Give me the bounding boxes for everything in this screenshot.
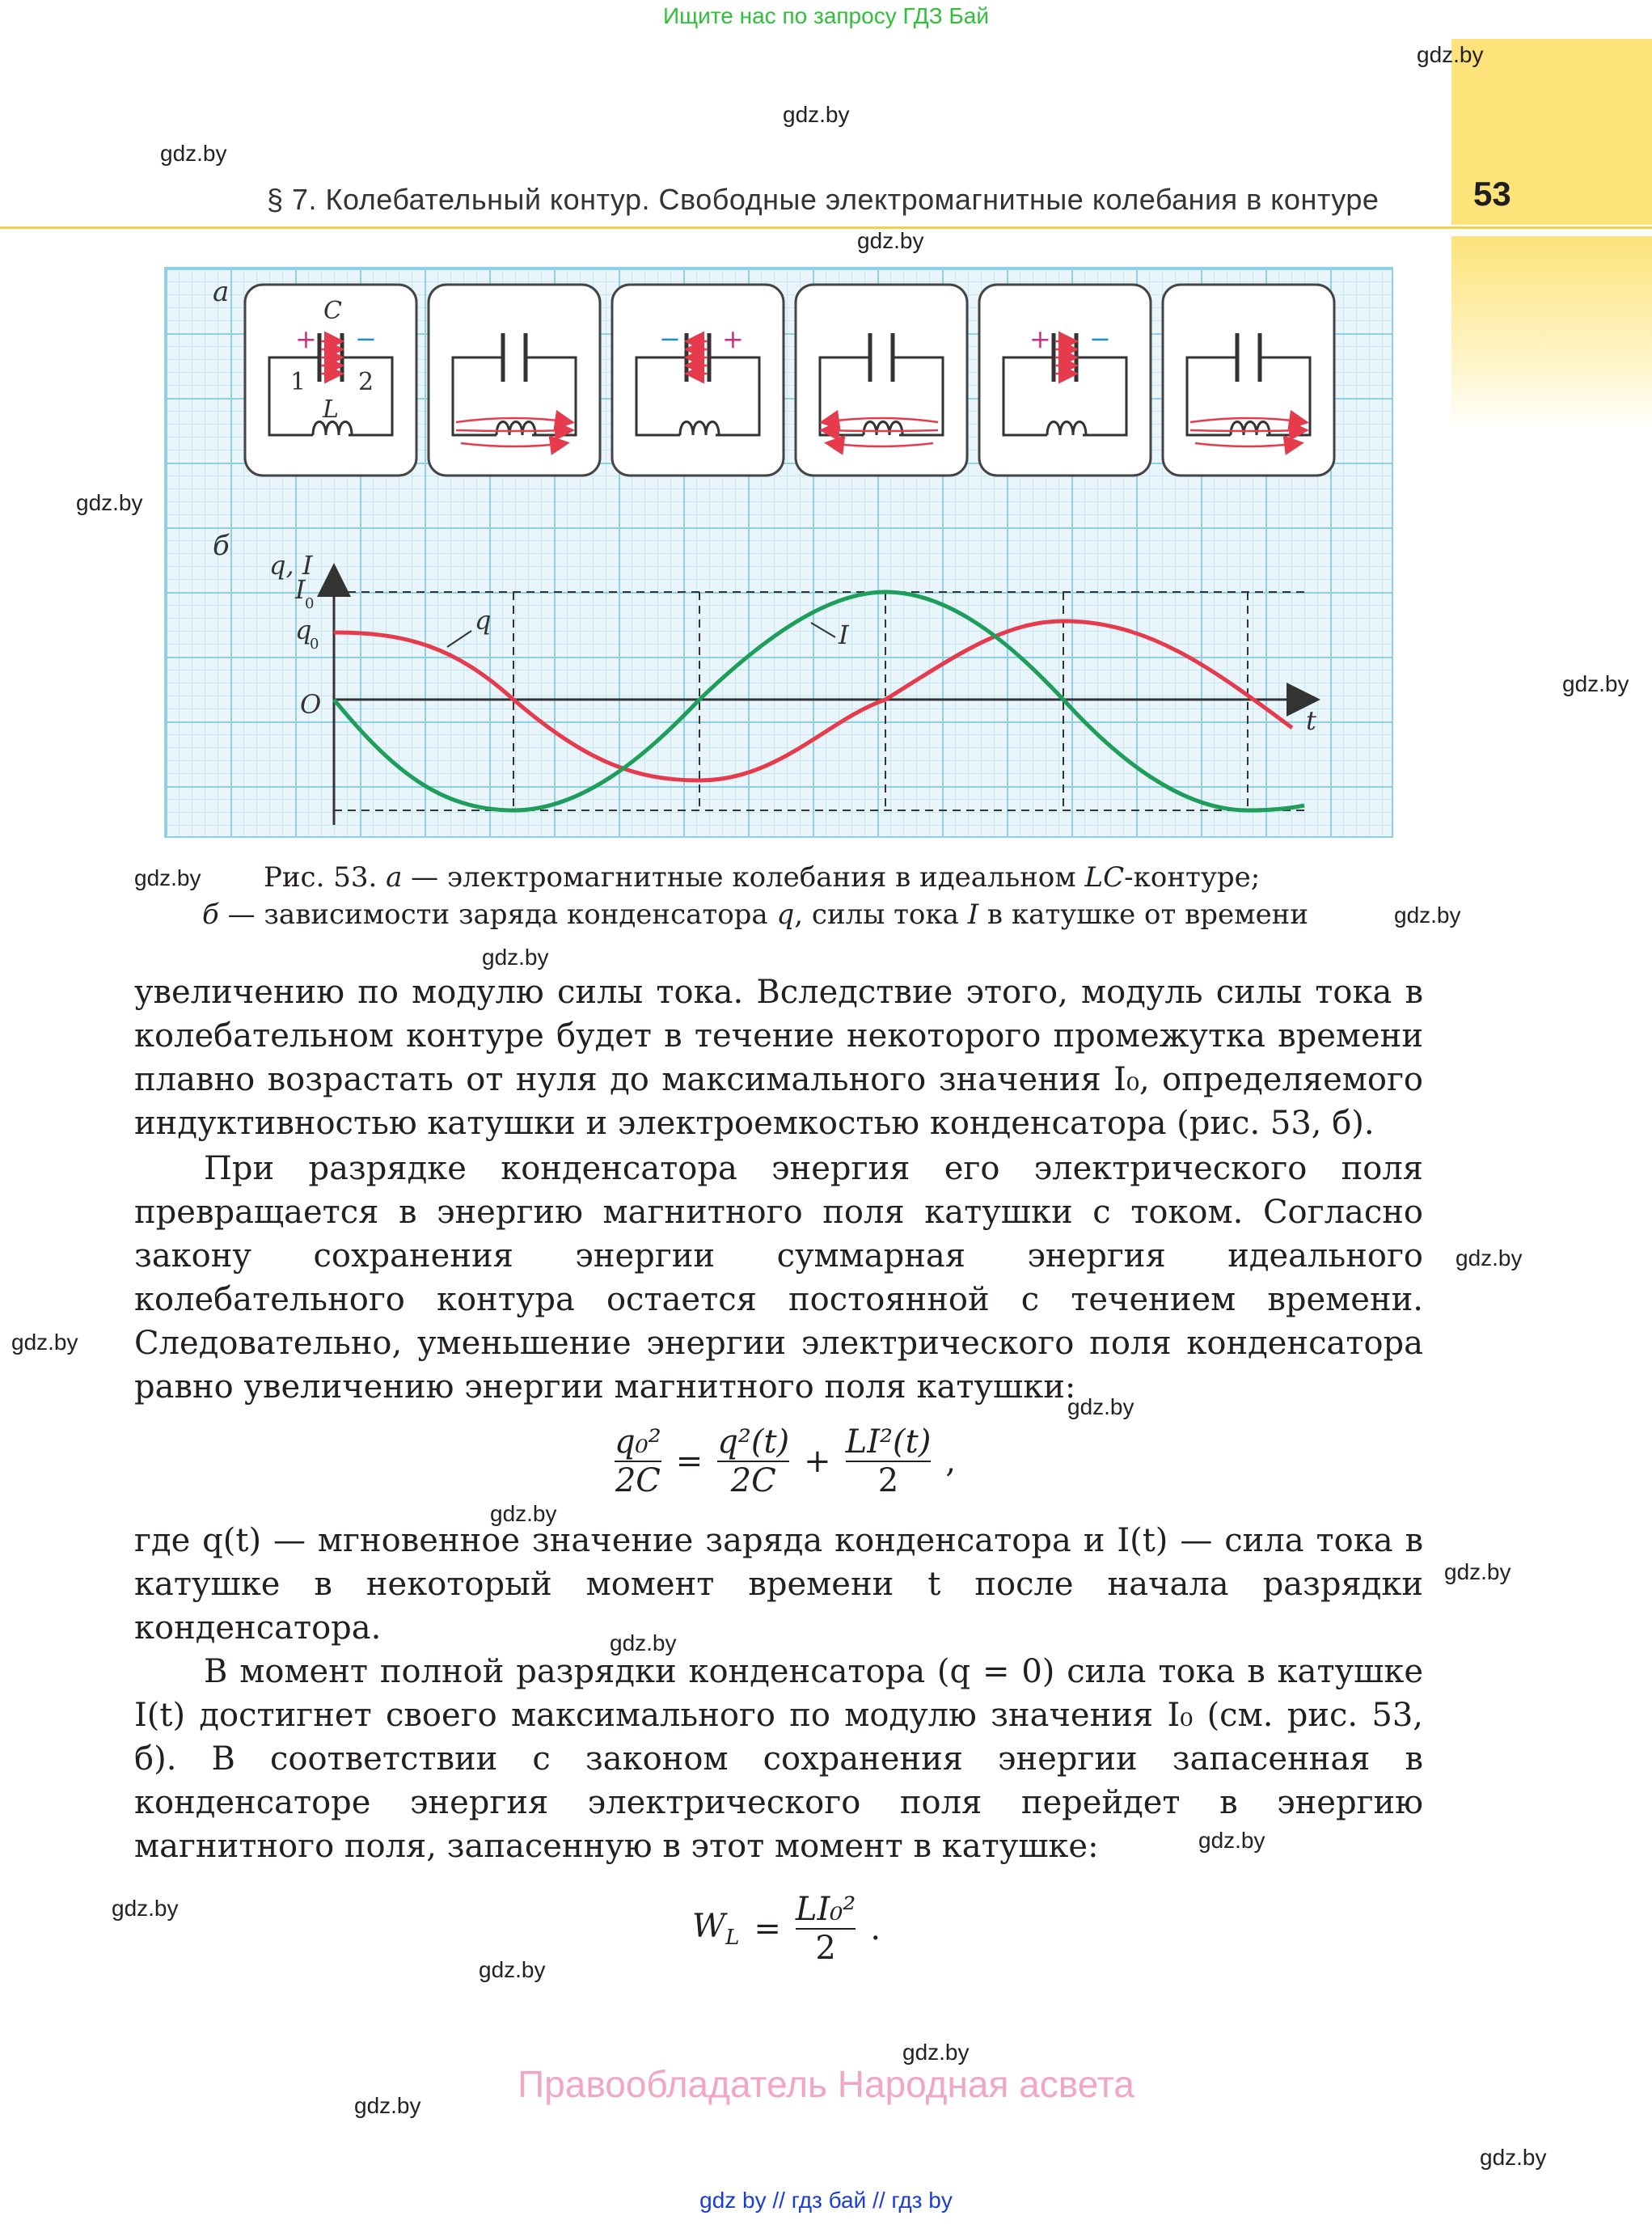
copyright-notice: Правообладатель Народная асвета [518,2063,1134,2105]
watermark: gdz.by [490,1501,557,1526]
caption-a: а [386,861,403,894]
footer-links[interactable]: gdz by // гдз бай // гдз by [699,2188,953,2213]
formula-comma: , [945,1443,957,1480]
circuit-panel-4 [796,285,967,476]
plus-sign: + [295,323,317,354]
paragraph-2: При разрядке конденсатора энергия его электрического поля превращается в энергию магнитного поля катушки с током. Согласно закону сохранения энергии суммарная энергия идеального колебательного контура остается постоянной с течением времени. Следовательно, уменьшение энергии электрического поля конденсатора равно увеличению энергии магнитного поля катушки: [134,1150,1423,1406]
graph-axis-x-label: t [1306,705,1316,736]
paragraph-4: В момент полной разрядки конденсатора (q = 0) сила тока в катушке I(t) достигнет своего максимального по модулю значения I₀ (см. рис. 53, б). В соответствии с законом сохранения энергии запасенная в конденсаторе энергия электрического поля перейдет в энергию магнитного поля, запасенную в этот момент в катушке: [134,1653,1423,1865]
formula2-fraction [796,1891,856,1967]
graph-q0-label: q [295,615,312,645]
graph-curve-q-label: q [475,605,492,636]
caption-line-1 [202,859,1415,896]
watermark: gdz.by [354,2093,421,2118]
watermark: gdz.by [902,2040,970,2065]
formula2-equals: = [754,1910,781,1947]
caption-text-1-end: -контуре; [1124,861,1261,894]
formula-lhs-numerator: q₀² [615,1423,661,1461]
formula-t1-denominator: 2C [717,1461,789,1499]
magnetic-energy-formula [692,1884,881,1973]
caption-line-2 [202,896,1415,933]
formula-lhs-denominator: 2C [615,1462,661,1499]
oscillation-graph [269,550,1316,825]
page-number: 53 [1473,175,1511,213]
formula2-denominator: 2 [796,1928,856,1967]
plus-sign: + [1029,323,1051,354]
circuit-panel-2 [429,285,600,476]
circuit-panel-1 [245,285,416,476]
minus-sign: − [355,323,377,354]
graph-origin-label: O [300,689,322,720]
caption-text-2-mid: , силы тока [794,898,968,931]
figure-53-drawing [164,267,1393,838]
watermark: gdz.by [482,945,549,970]
formula2-w: W [692,1908,726,1945]
minus-sign: − [1089,323,1111,354]
graph-q0-sub: 0 [310,636,319,653]
formula2-numerator: LI₀² [795,1891,856,1928]
formula-term-magnetic [846,1423,932,1499]
watermark: gdz.by [1444,1559,1511,1584]
watermark: gdz.by [857,228,924,253]
figure-caption [202,859,1415,933]
paragraph-1: увеличению по модулю силы тока. Вследствие этого, модуль силы тока в колебательном контуре будет в течение некоторого промежутка времени плавно возрастать от нуля до максимального значения I₀, определяемого индуктивностью катушки и электроемкостью конденсатора (рис. 53, б). [134,974,1423,1142]
watermark: gdz.by [1394,903,1461,928]
formula-plus: + [804,1443,831,1480]
watermark: gdz.by [479,1957,546,1982]
plate-2-label: 2 [358,368,374,396]
graph-i0-label: I [295,574,306,605]
watermark: gdz.by [1417,42,1484,67]
panel-a-label: а [213,276,230,308]
formula2-period: . [870,1910,881,1947]
formula-equals: = [675,1443,703,1480]
watermark: gdz.by [783,102,850,127]
plus-sign: + [722,323,744,354]
watermark: gdz.by [1067,1394,1134,1419]
formula-term-electric [717,1423,789,1499]
caption-text-2-end: в катушке от времени [978,898,1309,931]
caption-text-1: — электромагнитные колебания в идеальном [402,861,1085,894]
formula-t2-numerator: LI²(t) [845,1423,932,1461]
circuit-panels [245,285,1334,476]
watermark: gdz.by [1480,2145,1547,2170]
circuit-panel-3 [612,285,784,476]
watermark: gdz.by [1456,1245,1523,1271]
circuit-panel-5 [979,285,1151,476]
formula2-lhs [692,1908,739,1950]
graph-curve-i-label: I [839,619,849,650]
top-banner[interactable]: Ищите нас по запросу ГДЗ Бай [662,3,990,28]
circuit-panel-6 [1163,285,1334,476]
watermark: gdz.by [11,1330,78,1355]
inductor-label: L [323,395,339,424]
plate-1-label: 1 [290,368,306,396]
formula2-w-sub: L [725,1926,740,1950]
caption-b: б [202,898,219,931]
graph-axis-y-label: q, I [269,550,313,581]
watermark: gdz.by [160,141,227,166]
caption-text-2: — зависимости заряда конденсатора [218,898,777,931]
watermark: gdz.by [1562,671,1629,696]
watermark: gdz.by [134,865,201,890]
minus-sign: − [659,323,681,354]
energy-conservation-formula [615,1417,956,1506]
graph-i0-sub: 0 [305,595,315,612]
watermark: gdz.by [1198,1828,1265,1853]
watermark: gdz.by [610,1630,677,1655]
watermark: gdz.by [76,490,143,515]
paragraph-3: где q(t) — мгновенное значение заряда конденсатора и I(t) — сила тока в катушке в некоторый момент времени t после начала разрядки конденсатора. [134,1522,1423,1647]
page-header-title: § 7. Колебательный контур. Свободные электромагнитные колебания в контуре [267,183,1379,216]
caption-lc: LC [1084,861,1125,894]
caption-q: q [776,898,795,931]
panel-b-label: б [213,530,230,562]
formula-t2-denominator: 2 [846,1461,932,1499]
page-corner-fade [1451,236,1652,430]
formula-term-lhs [615,1423,661,1499]
header-divider [0,226,1652,229]
caption-fig-number: Рис. 53. [264,861,387,894]
caption-i: I [967,898,979,931]
formula-t1-numerator: q²(t) [717,1423,790,1461]
capacitor-label: C [323,297,342,325]
watermark: gdz.by [112,1896,179,1921]
